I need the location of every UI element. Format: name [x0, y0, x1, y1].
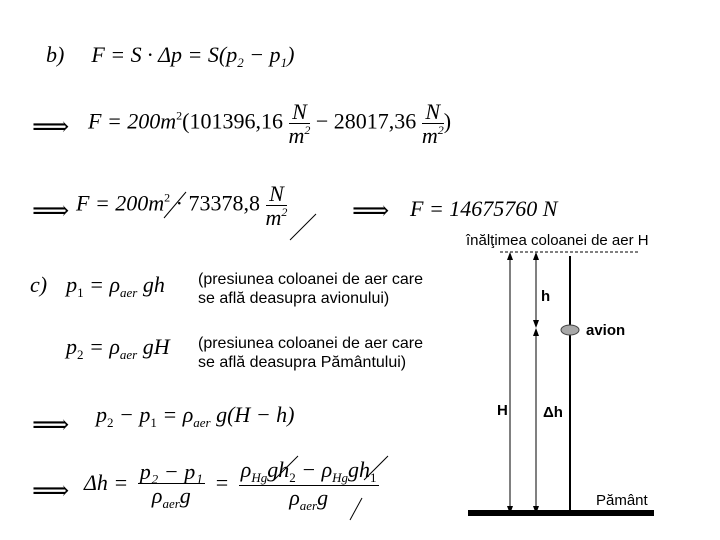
- part-c-label: c): [30, 272, 48, 297]
- part-c-eq-dh: Δh = $\frac{\text{p₂ − p₁}}{\rho_{aer}g}$ = $\frac{\rho_{Hg}gh_2 - \rho_{Hg}gh_1}{\rho_{aer}g}$: [84, 457, 377, 513]
- note-p2: (presiunea coloanei de aer care se află deasupra Pământului): [198, 335, 424, 371]
- note-p1: (presiunea coloanei de aer care se află deasupra avionului): [198, 271, 424, 307]
- part-b-equation-2: $F = 200m^2(101396,16$ $\frac{N}{m^2}$ − 28017,36 $\frac{N}{m^2}$ ): [88, 99, 452, 149]
- part-b-result: F = 14675760 N: [410, 196, 558, 221]
- arrow-H-head-top: [507, 252, 513, 260]
- airplane-icon: [561, 325, 579, 335]
- implies-arrow-3: ⟹: [352, 196, 390, 225]
- part-b-equation-1: b) $F = S \cdot \Delta p = S(p_2 - p_1)$: [46, 42, 295, 70]
- label-dh: Δh: [543, 404, 563, 421]
- part-b-equation-3: $F = 200m^2 \cdot 73378,8$ $\frac{N}{m^2}$: [76, 181, 288, 231]
- implies-arrow-5: ⟹: [32, 476, 70, 505]
- ground-bar: [468, 510, 654, 516]
- implies-arrow-1: ⟹: [32, 112, 70, 141]
- label-ground: Pământ: [596, 492, 648, 509]
- label-avion: avion: [586, 322, 626, 339]
- arrow-h-head-bottom: [533, 320, 539, 328]
- label-h: h: [541, 288, 551, 305]
- part-c-eq-p2: $p_2 = \rho_{aer}$ gH: [66, 334, 170, 362]
- label-H: H: [497, 402, 508, 419]
- implies-arrow-2: ⟹: [32, 196, 70, 225]
- arrow-dh-head-top: [533, 328, 539, 336]
- arrow-h-head-top: [533, 252, 539, 260]
- part-b-label: b): [46, 42, 65, 67]
- part-c-label-eq-p1: c) $p_1 = \rho_{aer}$ gh: [30, 272, 165, 300]
- diagram-title: înălţimea coloanei de aer H: [466, 232, 649, 249]
- part-c-eq-diff: $p_2 - p_1 = \rho_{aer}$ g(H − h): [96, 402, 295, 430]
- implies-arrow-4: ⟹: [32, 410, 70, 439]
